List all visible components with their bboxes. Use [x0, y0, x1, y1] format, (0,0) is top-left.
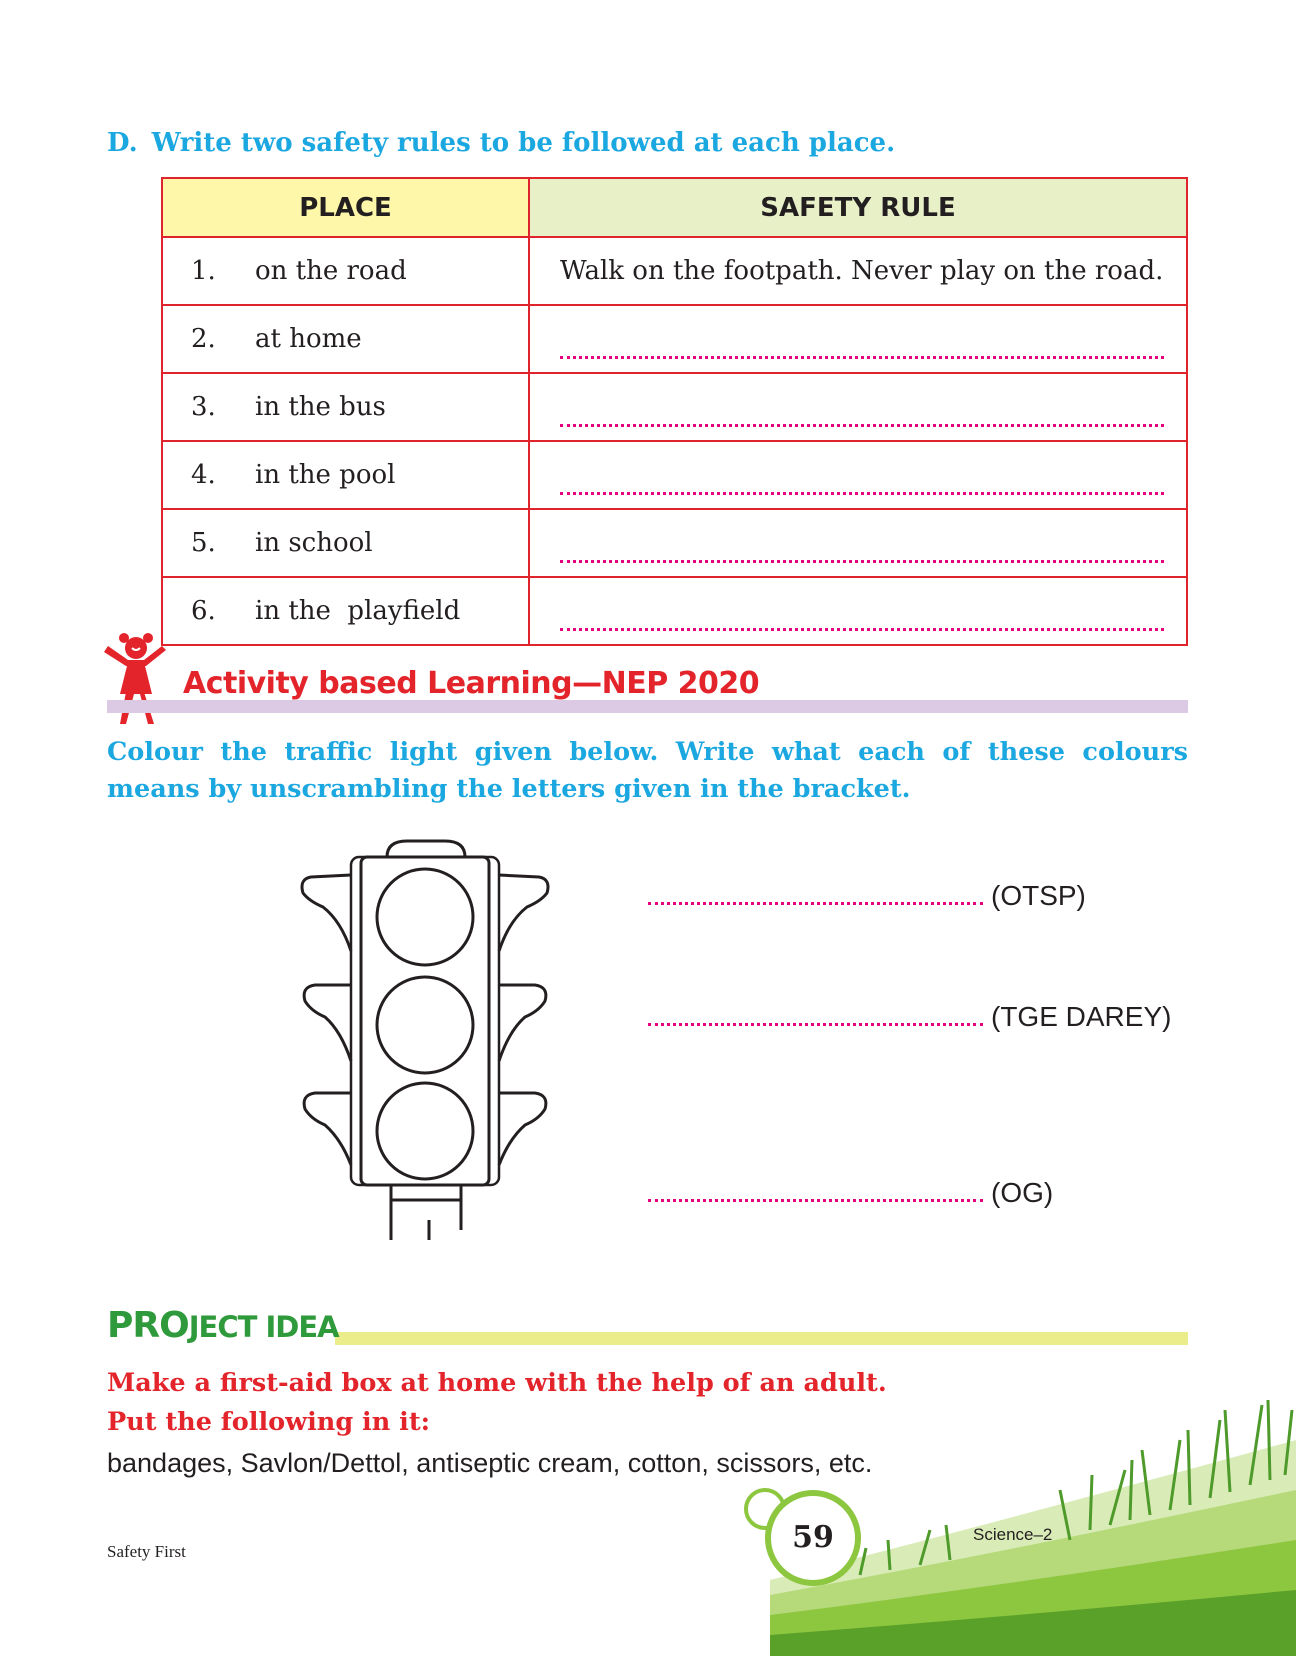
girl-mascot-icon	[100, 632, 170, 728]
place-text: on the road	[255, 256, 407, 286]
place-text: at home	[255, 324, 362, 354]
answer-stop	[648, 880, 1086, 912]
row-number: 3.	[191, 392, 216, 422]
row-number: 6.	[191, 596, 216, 626]
row-number: 4.	[191, 460, 216, 490]
answer-blank[interactable]	[648, 1023, 983, 1026]
project-instruction-1: Make a first-aid box at home with the help of an adult.	[107, 1368, 887, 1398]
rule-text: Walk on the footpath. Never play on the road.	[529, 237, 1187, 305]
table-row	[162, 237, 1187, 305]
answer-blank[interactable]	[560, 336, 1164, 359]
place-column-header: PLACE	[162, 178, 529, 237]
row-number: 5.	[191, 528, 216, 558]
project-heading-bar	[335, 1332, 1188, 1345]
table-row	[162, 509, 1187, 577]
place-text: in the pool	[255, 460, 396, 490]
answer-blank[interactable]	[648, 902, 983, 905]
answer-blank[interactable]	[560, 540, 1164, 563]
answer-go	[648, 1177, 1053, 1209]
row-number: 2.	[191, 324, 216, 354]
scrambled-word: (TGE DAREY)	[991, 1001, 1172, 1032]
table-row	[162, 441, 1187, 509]
place-text: in school	[255, 528, 373, 558]
table-header-row	[162, 178, 1187, 237]
question-text: Write two safety rules to be followed at each place.	[151, 128, 896, 158]
answer-blank[interactable]	[560, 404, 1164, 427]
safety-rules-table	[161, 177, 1188, 646]
row-number: 1.	[191, 256, 216, 286]
scrambled-word: (OTSP)	[991, 880, 1086, 911]
book-name: Science–2	[973, 1525, 1053, 1544]
table-row	[162, 373, 1187, 441]
answer-get-ready	[648, 1001, 1171, 1033]
answer-blank[interactable]	[648, 1199, 983, 1202]
question-letter: D.	[107, 128, 138, 158]
chapter-name: Safety First	[107, 1542, 186, 1561]
place-text: in the bus	[255, 392, 386, 422]
rule-column-header: SAFETY RULE	[529, 178, 1187, 237]
traffic-light-drawing	[295, 835, 555, 1295]
project-title: PROJECT IDEA	[107, 1305, 339, 1346]
project-instruction-2: Put the following in it:	[107, 1407, 431, 1437]
table-row	[162, 305, 1187, 373]
answer-blank[interactable]	[560, 472, 1164, 495]
page-number: 59	[765, 1490, 861, 1586]
place-text: in the playfield	[255, 596, 461, 626]
answer-blank[interactable]	[560, 608, 1164, 631]
project-items: bandages, Savlon/Dettol, antiseptic cream, cotton, scissors, etc.	[107, 1448, 873, 1478]
scrambled-word: (OG)	[991, 1177, 1054, 1208]
activity-instruction: Colour the traffic light given below. Write what each of these colours means by unscrambling the letters given in the bracket.	[107, 737, 1188, 804]
activity-heading-bar	[107, 700, 1188, 713]
question-d-heading	[107, 128, 895, 158]
table-row	[162, 577, 1187, 645]
activity-title: Activity based Learning—NEP 2020	[183, 666, 760, 701]
